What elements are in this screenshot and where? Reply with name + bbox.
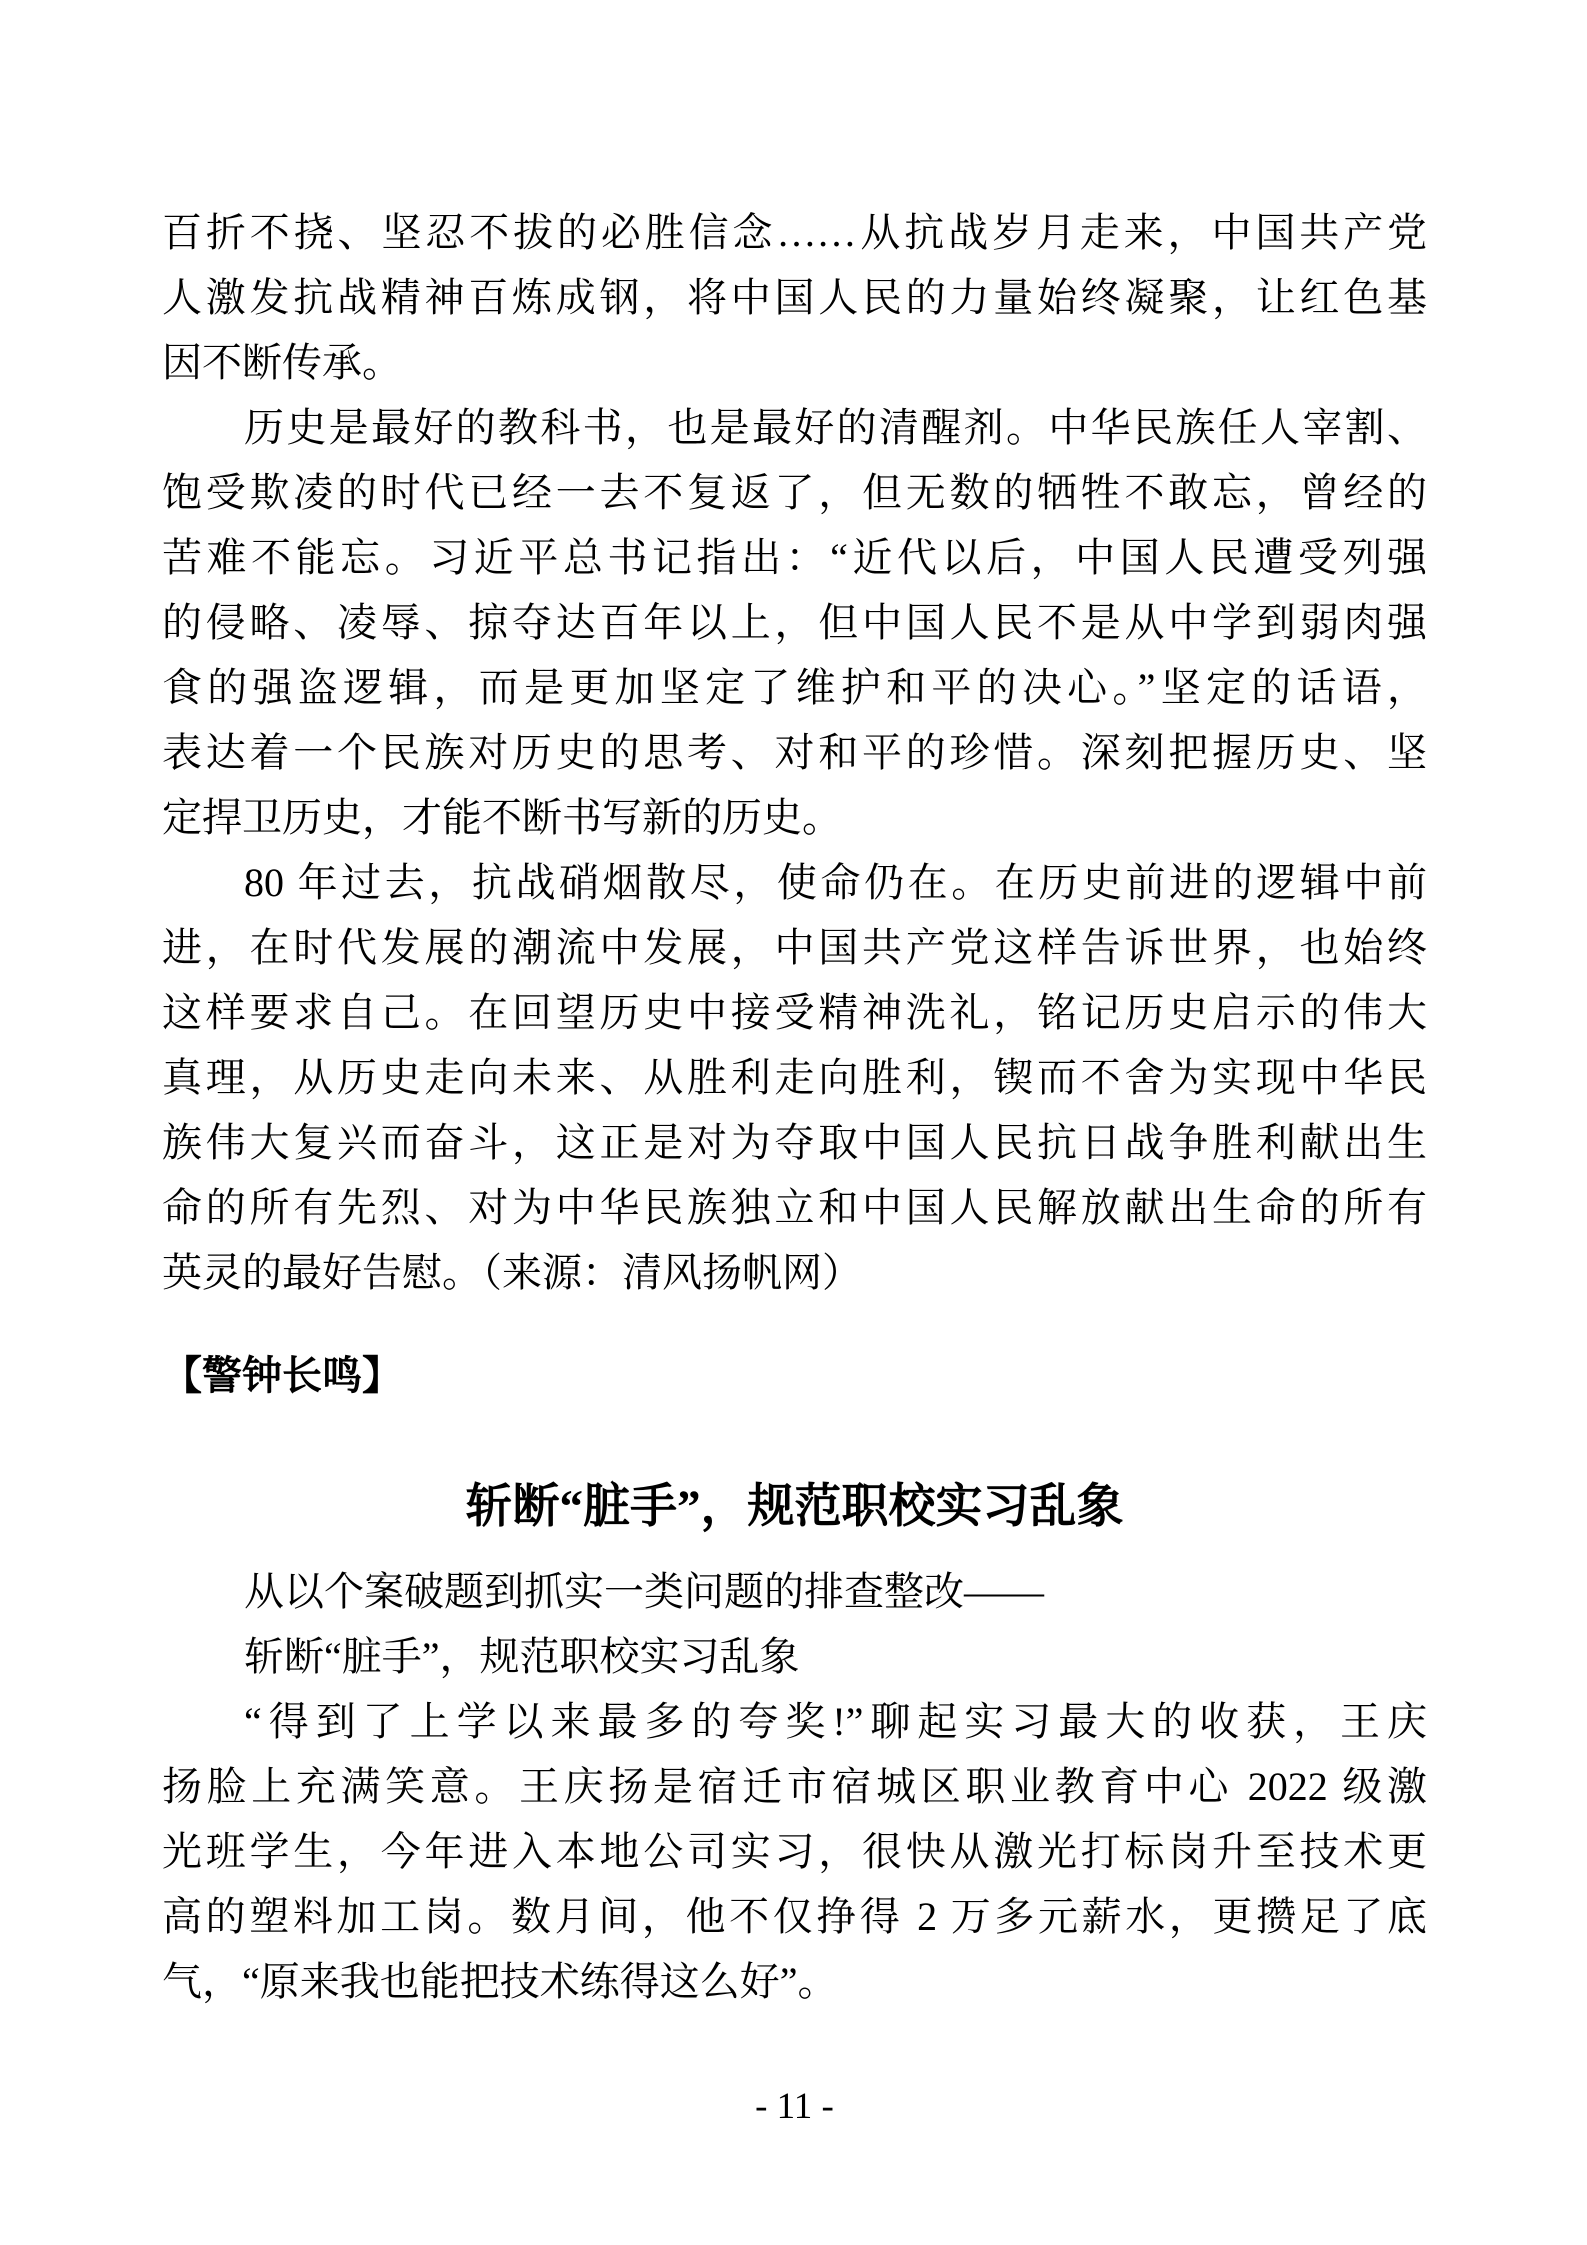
article-dek-line-2 (162, 1624, 1427, 1689)
text-line: 定捍卫历史，才能不断书写新的历史。 (162, 795, 842, 840)
paragraph-continued (162, 200, 1427, 395)
paragraph-history-textbook (162, 395, 1427, 850)
text-line: 表达着一个民族对历史的思考、对和平的珍惜。深刻把握历史、坚 (162, 730, 1427, 775)
text-line: 因不断传承。 (162, 340, 402, 385)
article-title: 斩断“脏手”，规范职校实习乱象 (465, 1481, 1124, 1533)
text-line: 饱受欺凌的时代已经一去不复返了，但无数的牺牲不敢忘，曾经的 (162, 470, 1427, 515)
text-line: 80 年过去，抗战硝烟散尽，使命仍在。在历史前进的逻辑中前 (244, 860, 1427, 905)
paragraph-80-years (162, 850, 1427, 1305)
text-line: 气，“原来我也能把技术练得这么好”。 (162, 1959, 838, 2004)
text-line: 历史是最好的教科书，也是最好的清醒剂。中华民族任人宰割、 (244, 405, 1427, 450)
text-line: 高的塑料加工岗。数月间，他不仅挣得 2 万多元薪水，更攒足了底 (162, 1894, 1427, 1939)
text-line: 光班学生，今年进入本地公司实习，很快从激光打标岗升至技术更 (162, 1829, 1427, 1874)
text-line: 百折不挠、坚忍不拔的必胜信念……从抗战岁月走来，中国共产党 (162, 210, 1427, 255)
text-line: 这样要求自己。在回望历史中接受精神洗礼，铭记历史启示的伟大 (162, 990, 1427, 1035)
text-line: 英灵的最好告慰。（来源：清风扬帆网） (162, 1250, 862, 1295)
text-line: “得到了上学以来最多的夸奖!”聊起实习最大的收获，王庆 (244, 1699, 1427, 1744)
text-line: 真理，从历史走向未来、从胜利走向胜利，锲而不舍为实现中华民 (162, 1055, 1427, 1100)
text-line: 从以个案破题到抓实一类问题的排查整改—— (244, 1569, 1044, 1614)
paragraph-intern-story (162, 1689, 1427, 2014)
text-line: 的侵略、凌辱、掠夺达百年以上，但中国人民不是从中学到弱肉强 (162, 600, 1427, 645)
text-line: 苦难不能忘。习近平总书记指出：“近代以后，中国人民遭受列强 (162, 535, 1427, 580)
text-line: 人激发抗战精神百炼成钢，将中国人民的力量始终凝聚，让红色基 (162, 275, 1427, 320)
text-line: 食的强盗逻辑，而是更加坚定了维护和平的决心。”坚定的话语， (162, 665, 1427, 710)
text-line: 斩断“脏手”，规范职校实习乱象 (244, 1634, 800, 1679)
text-line: 进，在时代发展的潮流中发展，中国共产党这样告诉世界，也始终 (162, 925, 1427, 970)
page-number: - 11 - (755, 2086, 834, 2127)
text-line: 扬脸上充满笑意。王庆扬是宿迁市宿城区职业教育中心 2022 级激 (162, 1764, 1427, 1809)
article-dek-line-1 (162, 1559, 1427, 1624)
text-line: 族伟大复兴而奋斗，这正是对为夺取中国人民抗日战争胜利献出生 (162, 1120, 1427, 1165)
text-line: 命的所有先烈、对为中华民族独立和中国人民解放献出生命的所有 (162, 1185, 1427, 1230)
section-marker-alarm-bell: 【警钟长鸣】 (162, 1353, 402, 1398)
